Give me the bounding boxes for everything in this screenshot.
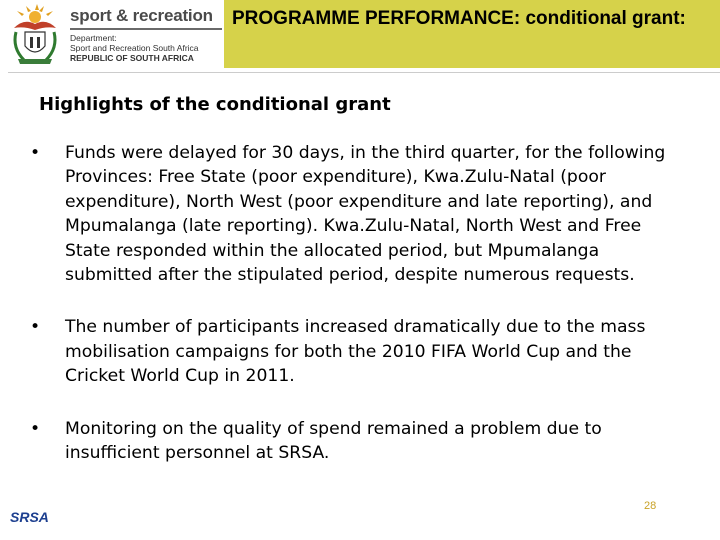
bullet-text: Monitoring on the quality of spend remained a problem due to insufficient personnel at SRSA. xyxy=(65,418,602,464)
dept-label: Department: xyxy=(70,33,117,43)
bullet-icon: • xyxy=(30,143,41,163)
bullet-text: Funds were delayed for 30 days, in the third quarter, for the following Provinces: Free State (poor expenditure), Kwa.Zulu-Natal (poor expenditure), North West (poor expenditure and late reporting), and Mpumalanga (late reporting). Kwa.Zulu-Natal, North West and Free State responded within the allocated period, but Mpumalanga submitted after the stipulated period, despite numerous requests. xyxy=(65,143,666,286)
bullet-item xyxy=(30,141,690,287)
coat-of-arms-icon xyxy=(8,4,62,66)
slide-title: PROGRAMME PERFORMANCE: conditional grant: xyxy=(232,8,686,29)
page-number: 28 xyxy=(644,500,657,512)
dept-name: Sport and Recreation South Africa xyxy=(70,43,199,53)
brand-rule xyxy=(70,28,222,30)
country-name: REPUBLIC OF SOUTH AFRICA xyxy=(70,53,194,63)
department-logo xyxy=(0,0,224,68)
footer-brand: SRSA xyxy=(10,509,49,525)
bullet-list xyxy=(30,141,690,465)
bullet-icon: • xyxy=(30,418,41,439)
section-heading: Highlights of the conditional grant xyxy=(39,94,391,115)
brand-name: sport & recreation xyxy=(70,6,213,25)
logo-text xyxy=(70,6,222,63)
bullet-item xyxy=(30,315,690,388)
title-banner xyxy=(224,0,720,68)
header-divider xyxy=(8,72,720,73)
bullet-text: The number of participants increased dramatically due to the mass mobilisation campaigns for both the 2010 FIFA World Cup and the Cricket World Cup in 2011. xyxy=(65,317,646,387)
bullet-item xyxy=(30,417,690,466)
bullet-icon: • xyxy=(30,317,41,338)
